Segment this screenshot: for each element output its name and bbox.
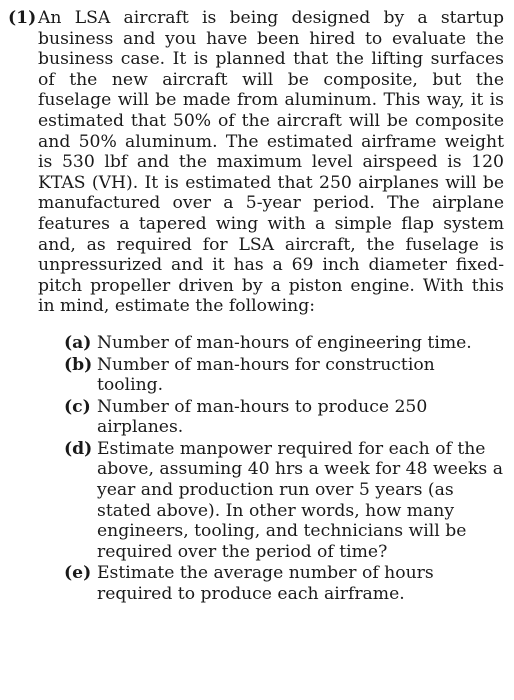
part-label: (c) [64,396,91,417]
part-text: Number of man-hours to produce 250 airplanes. [97,396,428,438]
question-part-b [64,355,504,396]
question-part-e [64,563,504,604]
part-text: Number of man-hours for construction tooling. [97,354,435,396]
question-part-d [64,439,504,563]
part-text: Estimate manpower required for each of the above, assuming 40 hrs a week for 48 weeks a year and production run over 5 years (as stated above). In other words, how many engineers, tooling, and technicians will be required over the period of time? [97,438,503,562]
part-text: Estimate the average number of hours required to produce each airframe. [97,563,434,605]
problem-body [38,8,504,606]
part-label: (e) [64,563,92,584]
part-label: (a) [64,332,92,353]
problem-number: (1) [8,8,37,28]
question-part-c [64,397,504,438]
question-parts-list [38,333,504,605]
part-label: (d) [64,438,93,459]
problem-statement: An LSA aircraft is being designed by a startup business and you have been hired to evaluate the business case. It is planned that the lifting surfaces of the new aircraft will be composite, but the fuselage will be made from aluminum. This way, it is estimated that 50% of the aircraft will be composite and 50% aluminum. The estimated airframe weight is 530 lbf and the maximum level airspeed is 120 KTAS (VH). It is estimated that 250 airplanes will be manufactured over a 5-year period. The airplane features a tapered wing with a simple flap system and, as required for LSA aircraft, the fuselage is unpressurized and it has a 69 inch diameter fixed-pitch propeller driven by a piston engine. With this in mind, estimate the following: [38,8,504,317]
part-text: Number of man-hours of engineering time. [97,332,472,353]
part-label: (b) [64,354,93,375]
problem-1 [8,8,504,606]
question-part-a [64,333,504,354]
